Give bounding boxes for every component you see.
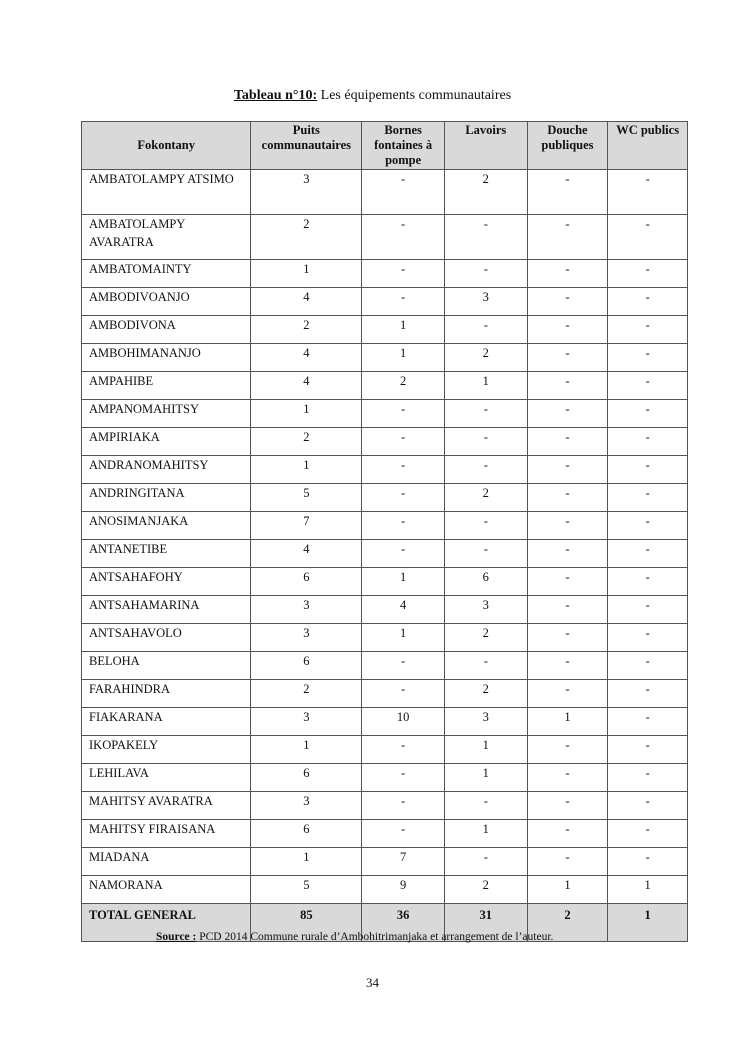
table-row — [82, 512, 688, 540]
cell-douche: - — [527, 652, 608, 680]
cell-wc: - — [608, 456, 688, 484]
cell-name: AMBATOLAMPY ATSIMO — [82, 170, 251, 215]
cell-puits: 5 — [251, 876, 362, 904]
table-row — [82, 372, 688, 400]
cell-puits: 3 — [251, 596, 362, 624]
header-puits: Puits communautaires — [251, 122, 362, 170]
cell-lavoirs: - — [444, 540, 527, 568]
header-fokontany: Fokontany — [82, 122, 251, 170]
cell-puits: 6 — [251, 568, 362, 596]
cell-name: AMBATOMAINTY — [82, 260, 251, 288]
cell-douche: 2 — [527, 904, 608, 942]
table-row — [82, 792, 688, 820]
cell-douche: - — [527, 372, 608, 400]
cell-bornes: 10 — [362, 708, 445, 736]
cell-name: AMPIRIAKA — [82, 428, 251, 456]
cell-lavoirs: 1 — [444, 372, 527, 400]
cell-wc: - — [608, 540, 688, 568]
cell-name: AMBODIVONA — [82, 316, 251, 344]
table-body — [82, 170, 688, 942]
cell-lavoirs: - — [444, 428, 527, 456]
cell-douche: - — [527, 568, 608, 596]
cell-lavoirs: - — [444, 400, 527, 428]
cell-wc: - — [608, 372, 688, 400]
cell-wc: - — [608, 170, 688, 215]
caption-text: Les équipements communautaires — [317, 88, 512, 103]
cell-name: NAMORANA — [82, 876, 251, 904]
table-row — [82, 596, 688, 624]
caption-label: Tableau n°10: — [233, 88, 318, 103]
cell-name: ANTSAHAMARINA — [82, 596, 251, 624]
cell-bornes: - — [362, 764, 445, 792]
cell-bornes: - — [362, 512, 445, 540]
cell-douche: - — [527, 484, 608, 512]
cell-puits: 6 — [251, 764, 362, 792]
table-row — [82, 820, 688, 848]
cell-puits: 4 — [251, 372, 362, 400]
cell-bornes: - — [362, 652, 445, 680]
cell-douche: - — [527, 170, 608, 215]
table-row — [82, 652, 688, 680]
cell-wc: - — [608, 624, 688, 652]
cell-puits: 1 — [251, 848, 362, 876]
cell-wc: - — [608, 428, 688, 456]
cell-lavoirs: 3 — [444, 288, 527, 316]
cell-bornes: - — [362, 170, 445, 215]
cell-lavoirs: - — [444, 260, 527, 288]
table-row — [82, 764, 688, 792]
cell-puits: 7 — [251, 512, 362, 540]
cell-lavoirs: 1 — [444, 764, 527, 792]
cell-bornes: - — [362, 792, 445, 820]
equipment-table — [81, 121, 688, 942]
table-caption — [0, 88, 745, 104]
cell-douche: - — [527, 820, 608, 848]
cell-wc: - — [608, 568, 688, 596]
cell-wc: - — [608, 400, 688, 428]
cell-lavoirs: 1 — [444, 736, 527, 764]
table-row — [82, 848, 688, 876]
cell-wc: - — [608, 316, 688, 344]
cell-wc: - — [608, 344, 688, 372]
source-text: PCD 2014 Commune rurale d’Ambohitrimanjaka et arrangement de l’auteur. — [196, 931, 554, 943]
cell-douche: - — [527, 260, 608, 288]
table-row — [82, 215, 688, 260]
source-label: Source : — [156, 931, 197, 943]
cell-lavoirs: 3 — [444, 596, 527, 624]
cell-wc: - — [608, 652, 688, 680]
cell-lavoirs: 2 — [444, 876, 527, 904]
cell-bornes: - — [362, 456, 445, 484]
cell-douche: - — [527, 764, 608, 792]
table-row — [82, 708, 688, 736]
cell-bornes: 7 — [362, 848, 445, 876]
cell-name: FIAKARANA — [82, 708, 251, 736]
cell-name: TOTAL GENERAL — [82, 904, 251, 942]
cell-wc: - — [608, 680, 688, 708]
cell-douche: - — [527, 288, 608, 316]
cell-puits: 3 — [251, 170, 362, 215]
cell-lavoirs: 2 — [444, 344, 527, 372]
cell-puits: 5 — [251, 484, 362, 512]
cell-puits: 3 — [251, 792, 362, 820]
cell-bornes: - — [362, 215, 445, 260]
cell-lavoirs: - — [444, 512, 527, 540]
cell-lavoirs: - — [444, 848, 527, 876]
cell-puits: 85 — [251, 904, 362, 942]
cell-name: AMBATOLAMPY AVARATRA — [82, 215, 251, 260]
cell-puits: 4 — [251, 288, 362, 316]
cell-douche: - — [527, 512, 608, 540]
cell-lavoirs: - — [444, 316, 527, 344]
cell-wc: 1 — [608, 876, 688, 904]
cell-lavoirs: 3 — [444, 708, 527, 736]
cell-bornes: - — [362, 428, 445, 456]
cell-wc: - — [608, 764, 688, 792]
cell-puits: 4 — [251, 540, 362, 568]
cell-name: AMBODIVOANJO — [82, 288, 251, 316]
cell-puits: 2 — [251, 680, 362, 708]
table-row — [82, 540, 688, 568]
table-row — [82, 288, 688, 316]
header-lavoirs: Lavoirs — [444, 122, 527, 170]
cell-douche: - — [527, 540, 608, 568]
cell-name: AMBOHIMANANJO — [82, 344, 251, 372]
page-number: 34 — [366, 975, 379, 990]
cell-douche: - — [527, 215, 608, 260]
cell-name: FARAHINDRA — [82, 680, 251, 708]
table-row — [82, 484, 688, 512]
cell-name: AMPANOMAHITSY — [82, 400, 251, 428]
cell-wc: - — [608, 848, 688, 876]
cell-bornes: - — [362, 820, 445, 848]
cell-lavoirs: 31 — [444, 904, 527, 942]
cell-lavoirs: - — [444, 652, 527, 680]
cell-wc: - — [608, 596, 688, 624]
table-header-row — [82, 122, 688, 170]
cell-puits: 6 — [251, 652, 362, 680]
cell-name: ANTSAHAVOLO — [82, 624, 251, 652]
cell-lavoirs: 2 — [444, 170, 527, 215]
table-row — [82, 344, 688, 372]
cell-wc: - — [608, 820, 688, 848]
cell-douche: - — [527, 316, 608, 344]
cell-name: LEHILAVA — [82, 764, 251, 792]
cell-douche: - — [527, 456, 608, 484]
cell-name: IKOPAKELY — [82, 736, 251, 764]
cell-name: ANOSIMANJAKA — [82, 512, 251, 540]
table-row — [82, 428, 688, 456]
table-row — [82, 456, 688, 484]
cell-bornes: 4 — [362, 596, 445, 624]
table-row — [82, 876, 688, 904]
table-row — [82, 736, 688, 764]
cell-name: ANTANETIBE — [82, 540, 251, 568]
cell-douche: - — [527, 736, 608, 764]
cell-lavoirs: 2 — [444, 624, 527, 652]
cell-puits: 2 — [251, 428, 362, 456]
cell-name: AMPAHIBE — [82, 372, 251, 400]
cell-name: ANDRANOMAHITSY — [82, 456, 251, 484]
table-row — [82, 170, 688, 215]
cell-bornes: - — [362, 736, 445, 764]
cell-puits: 2 — [251, 316, 362, 344]
cell-bornes: - — [362, 540, 445, 568]
cell-puits: 1 — [251, 260, 362, 288]
cell-douche: - — [527, 400, 608, 428]
cell-wc: - — [608, 792, 688, 820]
cell-bornes: 1 — [362, 344, 445, 372]
table-row — [82, 316, 688, 344]
cell-bornes: - — [362, 260, 445, 288]
cell-bornes: 9 — [362, 876, 445, 904]
cell-bornes: 2 — [362, 372, 445, 400]
cell-name: MAHITSY AVARATRA — [82, 792, 251, 820]
cell-puits: 1 — [251, 400, 362, 428]
cell-douche: - — [527, 792, 608, 820]
cell-name: ANTSAHAFOHY — [82, 568, 251, 596]
cell-puits: 3 — [251, 624, 362, 652]
cell-douche: - — [527, 680, 608, 708]
cell-bornes: 36 — [362, 904, 445, 942]
cell-lavoirs: 2 — [444, 680, 527, 708]
cell-puits: 2 — [251, 215, 362, 260]
cell-lavoirs: - — [444, 215, 527, 260]
header-wc: WC publics — [608, 122, 688, 170]
cell-bornes: - — [362, 484, 445, 512]
cell-lavoirs: 2 — [444, 484, 527, 512]
cell-bornes: 1 — [362, 316, 445, 344]
cell-bornes: - — [362, 680, 445, 708]
table-row — [82, 568, 688, 596]
cell-lavoirs: 1 — [444, 820, 527, 848]
cell-name: MIADANA — [82, 848, 251, 876]
cell-douche: - — [527, 596, 608, 624]
cell-wc: - — [608, 215, 688, 260]
cell-wc: - — [608, 484, 688, 512]
cell-wc: - — [608, 708, 688, 736]
cell-puits: 1 — [251, 456, 362, 484]
cell-puits: 4 — [251, 344, 362, 372]
cell-bornes: 1 — [362, 624, 445, 652]
header-douche: Douche publiques — [527, 122, 608, 170]
cell-wc: - — [608, 288, 688, 316]
cell-puits: 3 — [251, 708, 362, 736]
cell-puits: 1 — [251, 736, 362, 764]
cell-name: ANDRINGITANA — [82, 484, 251, 512]
cell-wc: - — [608, 736, 688, 764]
table-row — [82, 624, 688, 652]
cell-douche: 1 — [527, 876, 608, 904]
cell-lavoirs: 6 — [444, 568, 527, 596]
table-row — [82, 260, 688, 288]
cell-wc: - — [608, 512, 688, 540]
cell-douche: - — [527, 848, 608, 876]
cell-douche: - — [527, 428, 608, 456]
source-note — [156, 931, 553, 943]
cell-lavoirs: - — [444, 456, 527, 484]
cell-bornes: - — [362, 400, 445, 428]
cell-puits: 6 — [251, 820, 362, 848]
header-bornes: Bornes fontaines à pompe — [362, 122, 445, 170]
cell-wc: - — [608, 260, 688, 288]
cell-bornes: - — [362, 288, 445, 316]
cell-bornes: 1 — [362, 568, 445, 596]
cell-name: MAHITSY FIRAISANA — [82, 820, 251, 848]
table-row — [82, 680, 688, 708]
cell-douche: 1 — [527, 708, 608, 736]
cell-douche: - — [527, 344, 608, 372]
cell-name: BELOHA — [82, 652, 251, 680]
cell-wc: 1 — [608, 904, 688, 942]
cell-lavoirs: - — [444, 792, 527, 820]
cell-douche: - — [527, 624, 608, 652]
table-row — [82, 400, 688, 428]
